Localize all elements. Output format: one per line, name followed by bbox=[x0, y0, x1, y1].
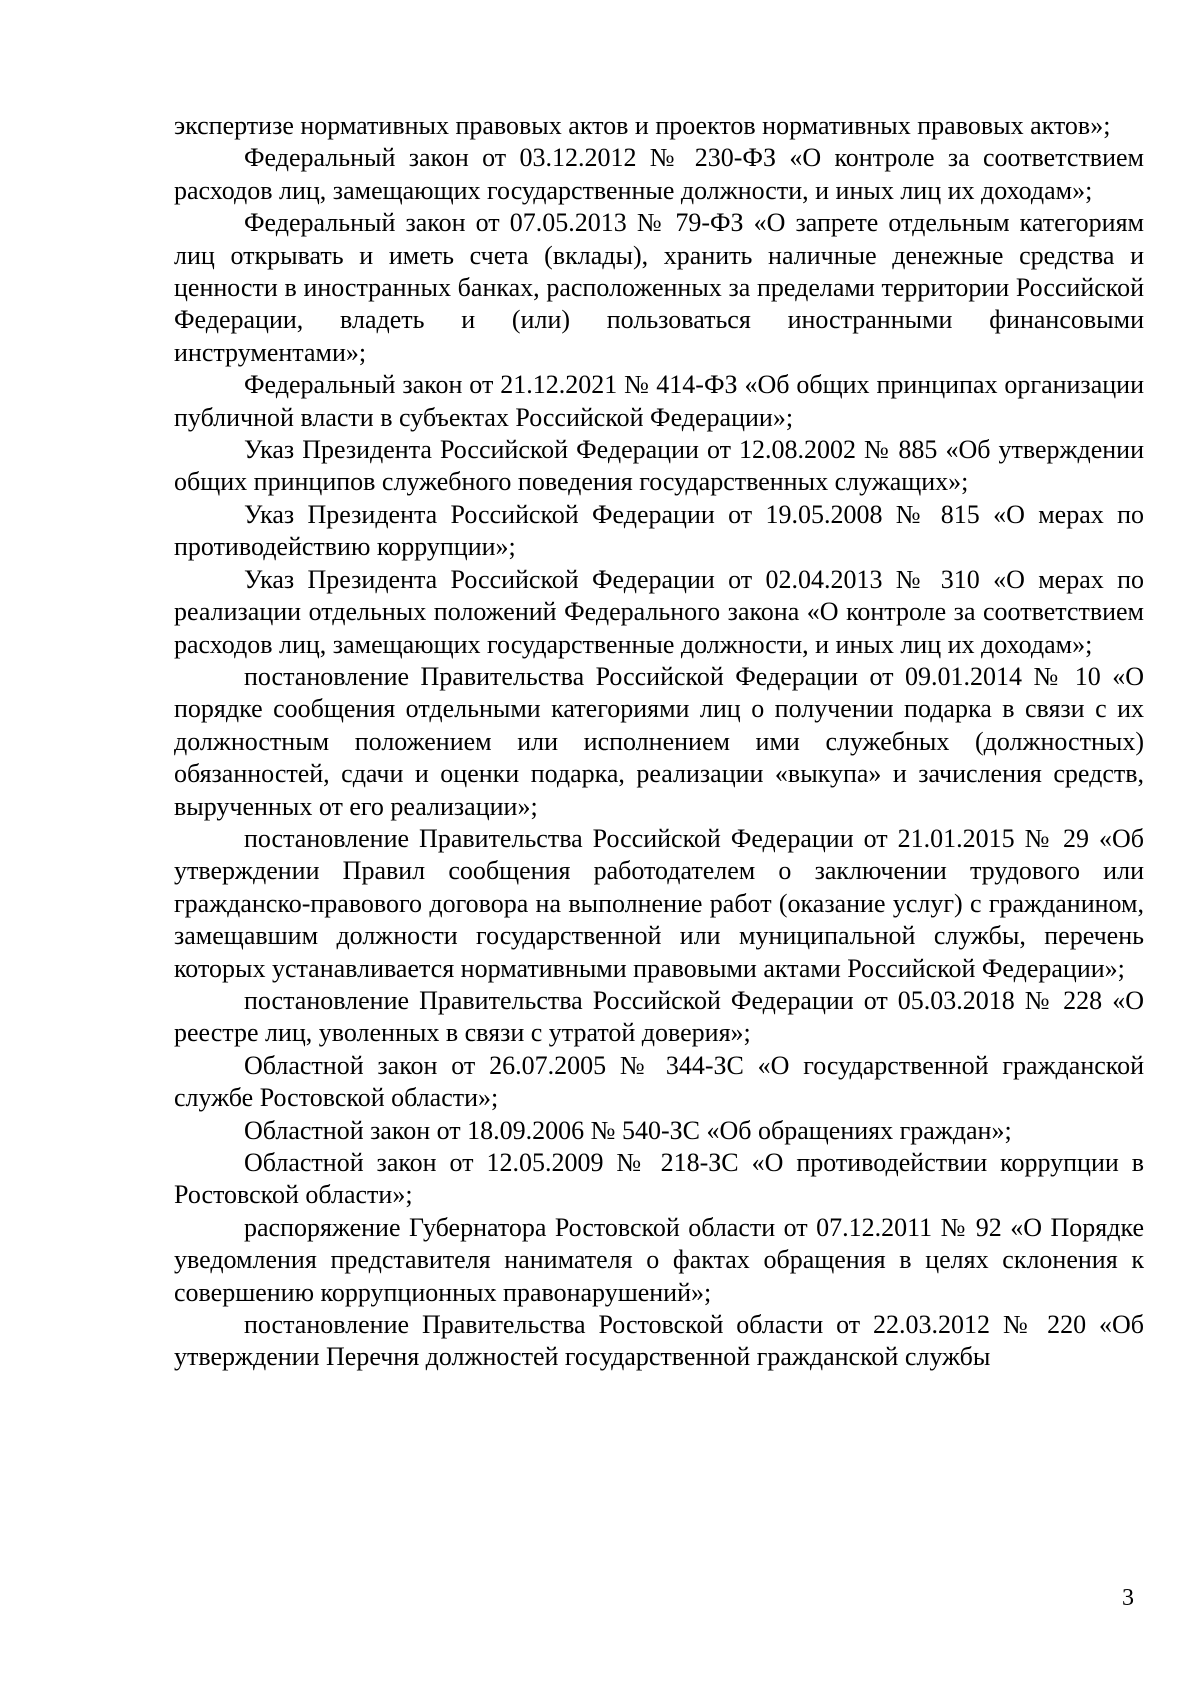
paragraph-regional-law-344: Областной закон от 26.07.2005 № 344-ЗС «О государственной гражданской службе Ростовской области»; bbox=[174, 1050, 1144, 1113]
paragraph-regional-law-218: Областной закон от 12.05.2009 № 218-ЗС «О противодействии коррупции в Ростовской области»; bbox=[174, 1148, 1144, 1210]
paragraph-regional-law-540: Областной закон от 18.09.2006 № 540-ЗС «Об обращениях граждан»; bbox=[244, 1115, 1012, 1145]
paragraph-decree-310: Указ Президента Российской Федерации от 02.04.2013 № 310 «О мерах по реализации отдельных положений Федерального закона «О контроле за соответствием расходов лиц, замещающих государственные должности, и иных лиц их доходам»; bbox=[174, 564, 1144, 659]
page-number: 3 bbox=[1122, 1585, 1134, 1611]
paragraph-regional-resolution-220: постановление Правительства Ростовской области от 22.03.2012 № 220 «Об утверждении Перечня должностей государственной гражданской службы bbox=[174, 1310, 1144, 1372]
document-body bbox=[174, 110, 1144, 1374]
paragraph-federal-law-414: Федеральный закон от 21.12.2021 № 414-ФЗ «Об общих принципах организации публичной власти в субъектах Российской Федерации»; bbox=[174, 370, 1144, 432]
paragraph-resolution-228: постановление Правительства Российской Федерации от 05.03.2018 № 228 «О реестре лиц, уволенных в связи с утратой доверия»; bbox=[174, 985, 1144, 1048]
paragraph-resolution-10: постановление Правительства Российской Федерации от 09.01.2014 № 10 «О порядке сообщения отдельными категориями лиц о получении подарка в связи с их должностным положением или исполнением ими служебных (должностных) обязанностей, сдачи и оценки подарка, реализации «выкупа» и зачисления средств, вырученных от его реализации»; bbox=[174, 661, 1144, 821]
paragraph-continuation: экспертизе нормативных правовых актов и проектов нормативных правовых актов»; bbox=[174, 111, 1111, 140]
paragraph-decree-885: Указ Президента Российской Федерации от 12.08.2002 № 885 «Об утверждении общих принципов служебного поведения государственных служащих»; bbox=[174, 435, 1144, 497]
paragraph-federal-law-230: Федеральный закон от 03.12.2012 № 230-ФЗ «О контроле за соответствием расходов лиц, замещающих государственные должности, и иных лиц их доходам»; bbox=[174, 143, 1144, 205]
paragraph-resolution-29: постановление Правительства Российской Федерации от 21.01.2015 № 29 «Об утверждении Правил сообщения работодателем о заключении трудового или гражданско-правового договора на выполнение работ (оказание услуг) с гражданином, замещавшим должности государственной или муниципальной службы, перечень которых устанавливается нормативными правовыми актами Российской Федерации»; bbox=[174, 823, 1144, 983]
paragraph-decree-815: Указ Президента Российской Федерации от 19.05.2008 № 815 «О мерах по противодействию коррупции»; bbox=[174, 499, 1144, 562]
paragraph-federal-law-79: Федеральный закон от 07.05.2013 № 79-ФЗ «О запрете отдельным категориям лиц открывать и иметь счета (вклады), хранить наличные денежные средства и ценности в иностранных банках, расположенных за пределами территории Российской Федерации, владеть и (или) пользоваться иностранными финансовыми инструментами»; bbox=[174, 208, 1144, 367]
paragraph-governor-order-92: распоряжение Губернатора Ростовской области от 07.12.2011 № 92 «О Порядке уведомления представителя нанимателя о фактах обращения в целях склонения к совершению коррупционных правонарушений»; bbox=[174, 1212, 1144, 1307]
